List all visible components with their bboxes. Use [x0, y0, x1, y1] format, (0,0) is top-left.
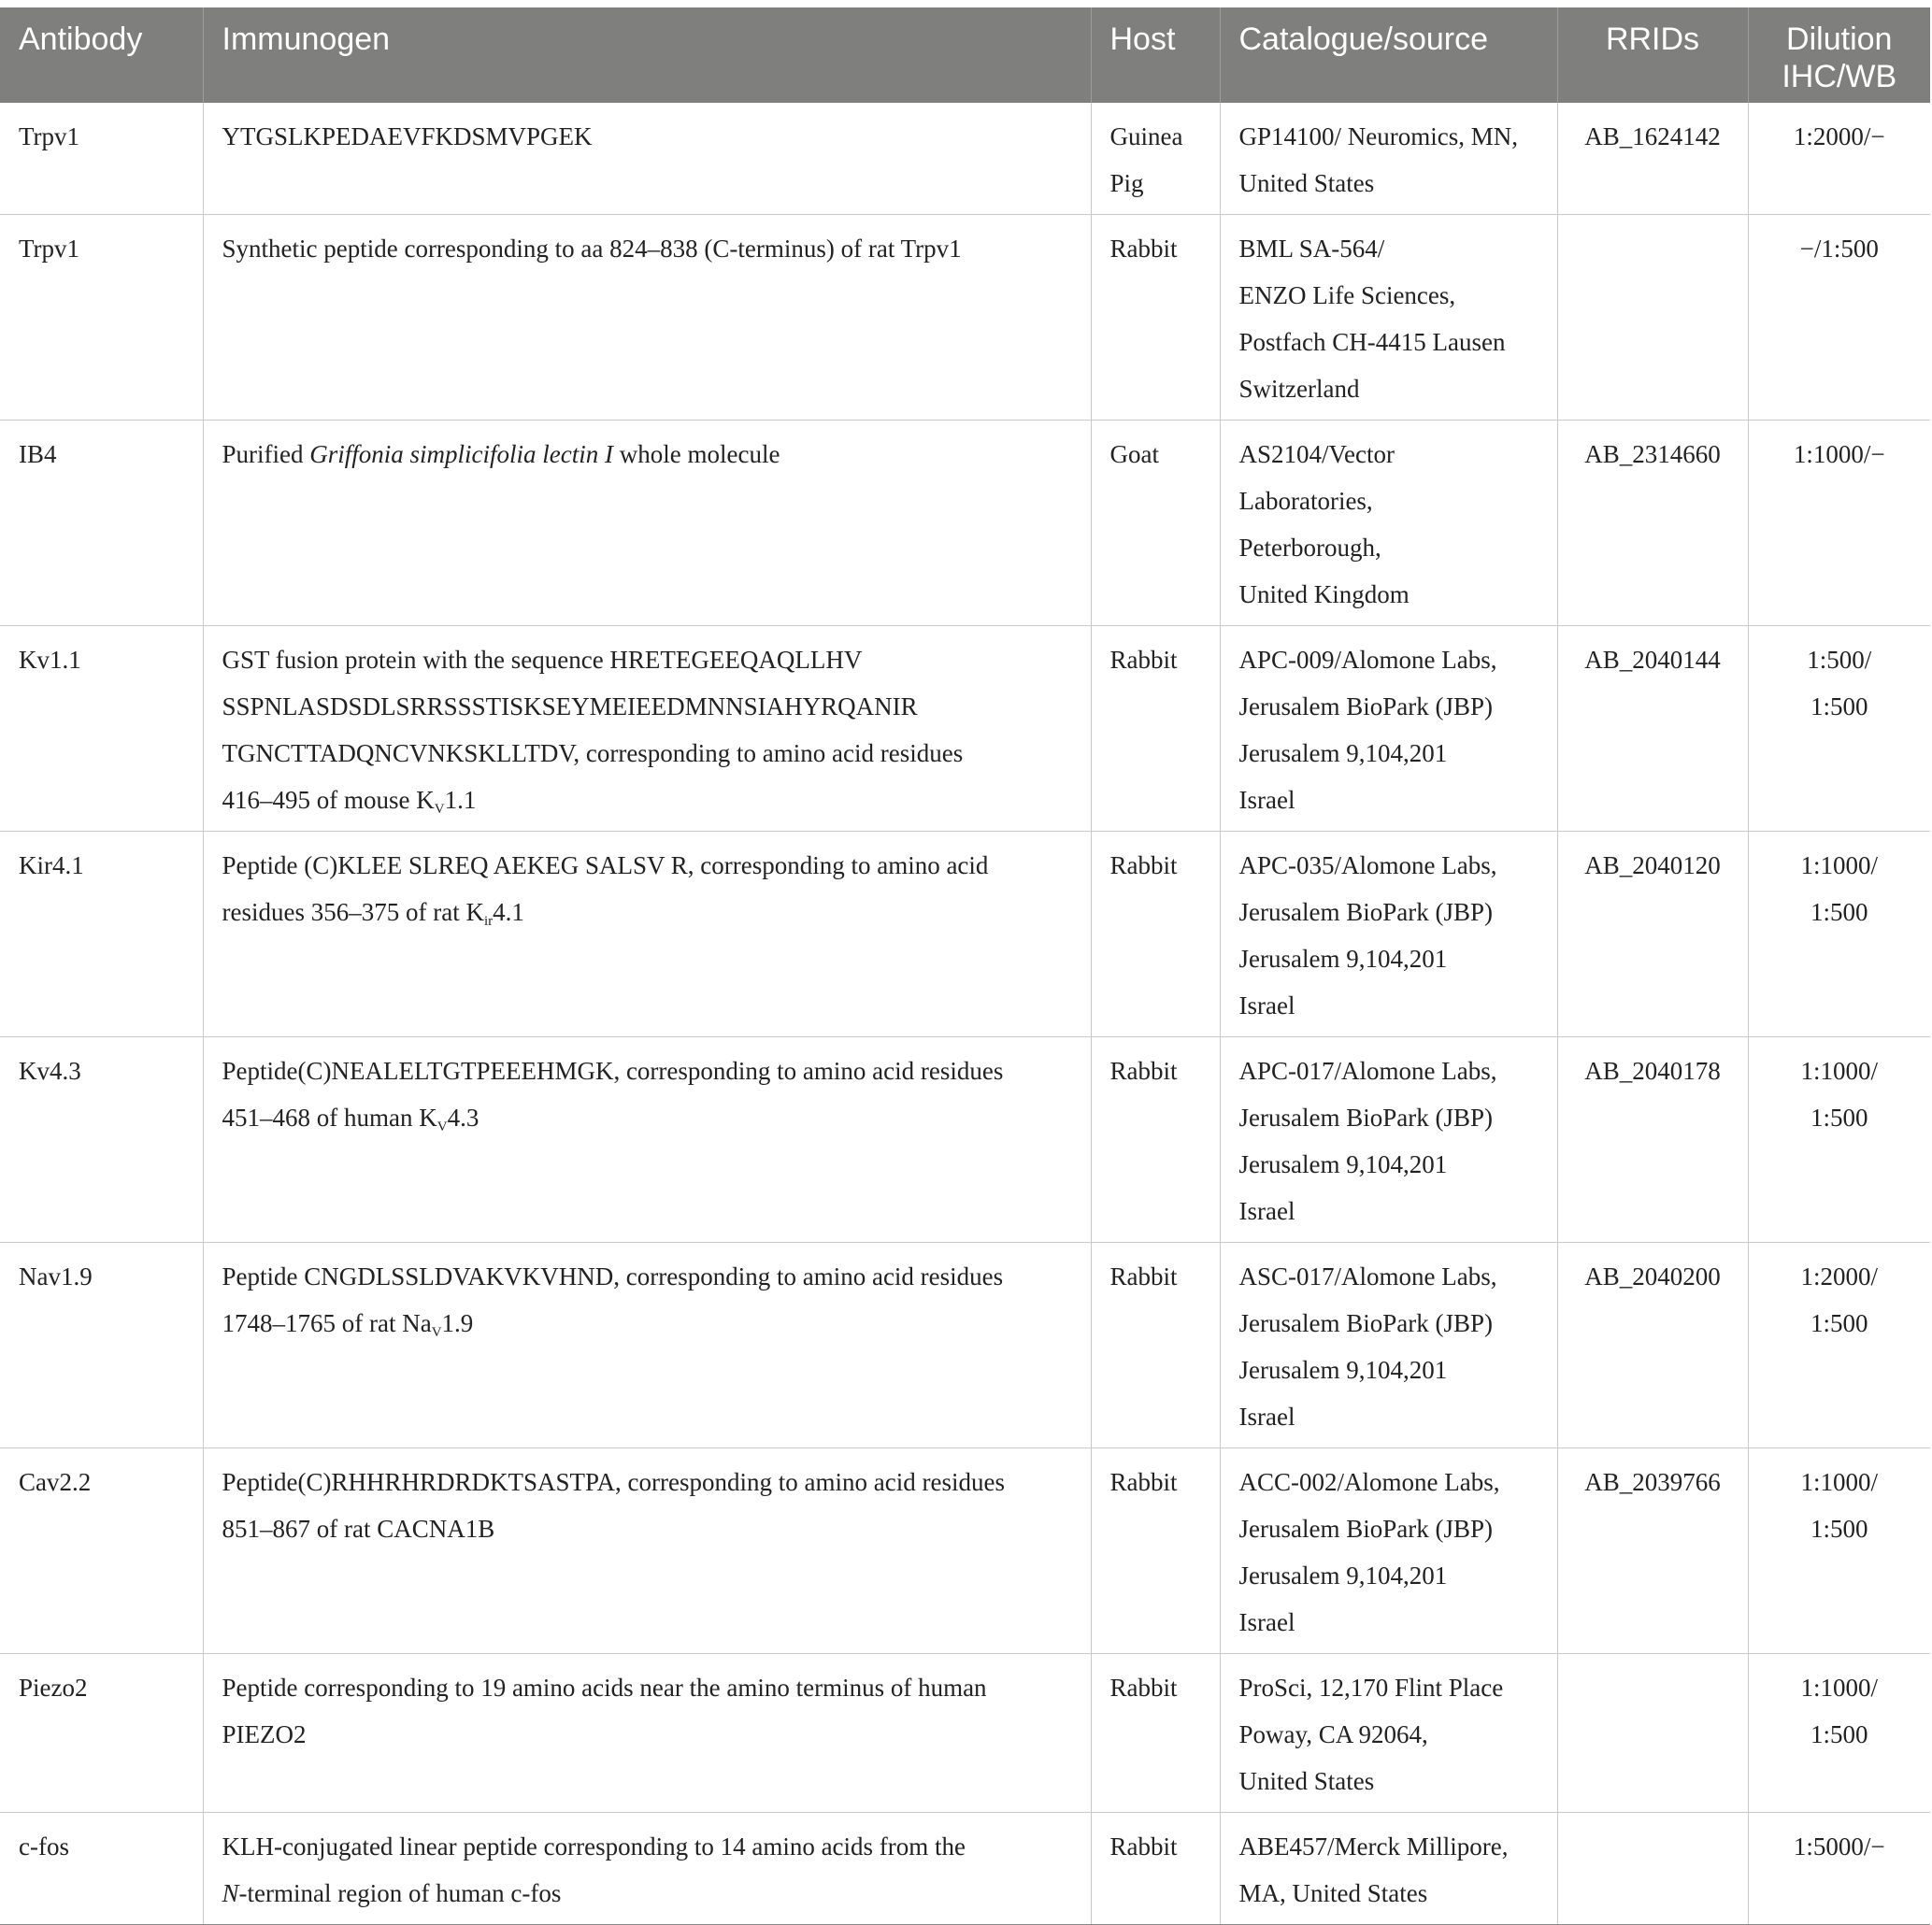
host-line: Rabbit: [1109, 646, 1178, 674]
cell-rrid: [1557, 215, 1748, 421]
cell-catalogue: [1220, 832, 1557, 1037]
catalogue-line: Israel: [1238, 1197, 1295, 1225]
cell-dilution: [1748, 1654, 1930, 1813]
immunogen-subscript: ir: [483, 914, 494, 929]
immunogen-subscript: V: [434, 802, 445, 817]
catalogue-line: Peterborough,: [1238, 534, 1381, 562]
immunogen-subscript: V: [436, 1119, 448, 1134]
table-row: [0, 626, 1930, 832]
cell-immunogen: [203, 1037, 1091, 1243]
dilution-line: 1:500: [1810, 1720, 1868, 1748]
cell-antibody: Kv4.3: [0, 1037, 203, 1243]
cell-catalogue: [1220, 626, 1557, 832]
immunogen-line: N-terminal region of human c-fos: [222, 1879, 562, 1907]
cell-rrid: AB_2040178: [1557, 1037, 1748, 1243]
cell-catalogue: [1220, 215, 1557, 421]
header-dilution: [1748, 7, 1930, 103]
catalogue-line: Israel: [1238, 1403, 1295, 1431]
immunogen-line: residues 356–375 of rat $K_{ir}4.1$: [222, 898, 524, 929]
catalogue-line: MA, United States: [1238, 1879, 1428, 1907]
catalogue-line: GP14100/ Neuromics, MN,: [1238, 122, 1518, 150]
immunogen-italic: N: [222, 1879, 239, 1907]
cell-catalogue: [1220, 1813, 1557, 1925]
host-line: Rabbit: [1109, 1468, 1178, 1496]
host-line: Rabbit: [1109, 1674, 1178, 1702]
immunogen-line: Peptide CNGDLSSLDVAKVKVHND, corresponding to amino acid residues: [222, 1262, 1004, 1290]
host-line: Goat: [1109, 440, 1159, 468]
cell-host: [1091, 421, 1220, 626]
immunogen-line: PIEZO2: [222, 1720, 307, 1748]
immunogen-line: Peptide(C)NEALELTGTPEEEHMGK, corresponding to amino acid residues: [222, 1057, 1004, 1085]
catalogue-line: Jerusalem BioPark (JBP): [1238, 1309, 1493, 1337]
immunogen-line: Purified Griffonia simplicifolia lectin I whole molecule: [222, 440, 780, 468]
catalogue-line: United States: [1238, 169, 1375, 197]
cell-immunogen: [203, 832, 1091, 1037]
table-row: [0, 1654, 1930, 1813]
cell-host: [1091, 1813, 1220, 1925]
header-immunogen: Immunogen: [203, 7, 1091, 103]
header-host: Host: [1091, 7, 1220, 103]
catalogue-line: Israel: [1238, 991, 1295, 1020]
dilution-line: 1:500: [1810, 1104, 1868, 1132]
table-row: [0, 215, 1930, 421]
dilution-line: 1:2000/−: [1793, 122, 1885, 150]
immunogen-line: KLH-conjugated linear peptide corresponding to 14 amino acids from the: [222, 1832, 966, 1861]
dilution-line: 1:500/: [1807, 646, 1872, 674]
dilution-line: 1:1000/: [1800, 1468, 1878, 1496]
table-row: [0, 1813, 1930, 1925]
cell-dilution: [1748, 1813, 1930, 1925]
cell-dilution: [1748, 421, 1930, 626]
cell-immunogen: [203, 1448, 1091, 1654]
catalogue-line: United Kingdom: [1238, 580, 1410, 608]
dilution-line: 1:500: [1810, 1309, 1868, 1337]
cell-antibody: Trpv1: [0, 215, 203, 421]
immunogen-line: Peptide corresponding to 19 amino acids near the amino terminus of human: [222, 1674, 987, 1702]
table-body: [0, 103, 1930, 1925]
cell-rrid: AB_2039766: [1557, 1448, 1748, 1654]
catalogue-line: APC-009/Alomone Labs,: [1238, 646, 1497, 674]
immunogen-line: 1748–1765 of rat $Na_V1.9$: [222, 1309, 474, 1340]
cell-dilution: [1748, 1448, 1930, 1654]
cell-host: [1091, 215, 1220, 421]
catalogue-line: Postfach CH-4415 Lausen: [1238, 328, 1506, 356]
dilution-line: 1:5000/−: [1793, 1832, 1885, 1861]
cell-rrid: AB_2040144: [1557, 626, 1748, 832]
host-line: Rabbit: [1109, 1832, 1178, 1861]
immunogen-line: 416–495 of mouse $K_V1.1$: [222, 786, 477, 817]
catalogue-line: United States: [1238, 1767, 1375, 1795]
cell-immunogen: [203, 1243, 1091, 1448]
catalogue-line: Jerusalem BioPark (JBP): [1238, 1104, 1493, 1132]
table-row: [0, 1243, 1930, 1448]
dilution-line: 1:1000/: [1800, 1057, 1878, 1085]
cell-host: [1091, 1448, 1220, 1654]
cell-rrid: AB_1624142: [1557, 103, 1748, 215]
table-row: [0, 832, 1930, 1037]
catalogue-line: Laboratories,: [1238, 487, 1373, 515]
host-line: Rabbit: [1109, 1262, 1178, 1290]
cell-antibody: IB4: [0, 421, 203, 626]
header-rrids: RRIDs: [1557, 7, 1748, 103]
cell-antibody: Piezo2: [0, 1654, 203, 1813]
catalogue-line: BML SA-564/: [1238, 235, 1385, 263]
catalogue-line: Jerusalem BioPark (JBP): [1238, 1515, 1493, 1543]
cell-antibody: Trpv1: [0, 103, 203, 215]
cell-catalogue: [1220, 1448, 1557, 1654]
host-line: Rabbit: [1109, 1057, 1178, 1085]
dilution-line: 1:500: [1810, 692, 1868, 720]
catalogue-line: Jerusalem 9,104,201: [1238, 1561, 1448, 1590]
cell-host: [1091, 103, 1220, 215]
catalogue-line: Israel: [1238, 786, 1295, 814]
catalogue-line: Israel: [1238, 1608, 1295, 1636]
host-line: Pig: [1109, 169, 1144, 197]
cell-catalogue: [1220, 1654, 1557, 1813]
immunogen-line: YTGSLKPEDAEVFKDSMVPGEK: [222, 122, 593, 150]
cell-host: [1091, 1654, 1220, 1813]
dilution-line: 1:500: [1810, 1515, 1868, 1543]
catalogue-line: Jerusalem BioPark (JBP): [1238, 898, 1493, 926]
antibody-table-container: [0, 7, 1932, 1925]
cell-rrid: AB_2314660: [1557, 421, 1748, 626]
catalogue-line: ABE457/Merck Millipore,: [1238, 1832, 1509, 1861]
table-row: [0, 421, 1930, 626]
cell-catalogue: [1220, 421, 1557, 626]
cell-dilution: [1748, 832, 1930, 1037]
cell-host: [1091, 1037, 1220, 1243]
host-line: Guinea: [1109, 122, 1183, 150]
immunogen-line: TGNCTTADQNCVNKSKLLTDV, corresponding to amino acid residues: [222, 739, 964, 767]
catalogue-line: Jerusalem 9,104,201: [1238, 945, 1448, 973]
cell-immunogen: [203, 103, 1091, 215]
cell-antibody: Kv1.1: [0, 626, 203, 832]
cell-rrid: [1557, 1813, 1748, 1925]
cell-dilution: [1748, 103, 1930, 215]
immunogen-italic: Griffonia simplicifolia lectin I: [309, 440, 613, 468]
cell-catalogue: [1220, 1037, 1557, 1243]
cell-rrid: [1557, 1654, 1748, 1813]
immunogen-line: SSPNLASDSDLSRRSSSTISKSEYMEIEEDMNNSIAHYRQANIR: [222, 692, 918, 720]
catalogue-line: Jerusalem 9,104,201: [1238, 1150, 1448, 1178]
cell-immunogen: [203, 1654, 1091, 1813]
catalogue-line: ASC-017/Alomone Labs,: [1238, 1262, 1497, 1290]
catalogue-line: APC-035/Alomone Labs,: [1238, 851, 1497, 879]
cell-antibody: Kir4.1: [0, 832, 203, 1037]
dilution-line: 1:1000/: [1800, 851, 1878, 879]
header-dilution-line1: Dilution: [1786, 21, 1893, 57]
cell-antibody: Nav1.9: [0, 1243, 203, 1448]
table-header: [0, 7, 1930, 103]
cell-immunogen: [203, 626, 1091, 832]
dilution-line: 1:500: [1810, 898, 1868, 926]
header-row: [0, 7, 1930, 103]
host-line: Rabbit: [1109, 235, 1178, 263]
dilution-line: −/1:500: [1799, 235, 1879, 263]
dilution-line: 1:2000/: [1800, 1262, 1878, 1290]
cell-rrid: AB_2040200: [1557, 1243, 1748, 1448]
cell-dilution: [1748, 626, 1930, 832]
cell-host: [1091, 832, 1220, 1037]
immunogen-line: Synthetic peptide corresponding to aa 824–838 (C-terminus) of rat Trpv1: [222, 235, 962, 263]
immunogen-line: 851–867 of rat CACNA1B: [222, 1515, 495, 1543]
table-row: [0, 1037, 1930, 1243]
cell-host: [1091, 1243, 1220, 1448]
cell-catalogue: [1220, 103, 1557, 215]
table-row: [0, 103, 1930, 215]
catalogue-line: Switzerland: [1238, 375, 1360, 403]
header-dilution-line2: IHC/WB: [1782, 59, 1897, 94]
dilution-line: 1:1000/: [1800, 1674, 1878, 1702]
cell-dilution: [1748, 1037, 1930, 1243]
cell-host: [1091, 626, 1220, 832]
catalogue-line: Jerusalem 9,104,201: [1238, 1356, 1448, 1384]
table-row: [0, 1448, 1930, 1654]
immunogen-line: 451–468 of human $K_V4.3$: [222, 1104, 479, 1134]
cell-rrid: AB_2040120: [1557, 832, 1748, 1037]
catalogue-line: Poway, CA 92064,: [1238, 1720, 1428, 1748]
header-catalogue: Catalogue/source: [1220, 7, 1557, 103]
catalogue-line: Jerusalem BioPark (JBP): [1238, 692, 1493, 720]
cell-dilution: [1748, 215, 1930, 421]
cell-immunogen: [203, 1813, 1091, 1925]
cell-dilution: [1748, 1243, 1930, 1448]
catalogue-line: Jerusalem 9,104,201: [1238, 739, 1448, 767]
immunogen-line: Peptide (C)KLEE SLREQ AEKEG SALSV R, corresponding to amino acid: [222, 851, 989, 879]
header-antibody: Antibody: [0, 7, 203, 103]
cell-antibody: c-fos: [0, 1813, 203, 1925]
immunogen-subscript: V: [431, 1325, 442, 1340]
cell-immunogen: [203, 215, 1091, 421]
dilution-line: 1:1000/−: [1793, 440, 1885, 468]
catalogue-line: ENZO Life Sciences,: [1238, 281, 1456, 309]
catalogue-line: ProSci, 12,170 Flint Place: [1238, 1674, 1504, 1702]
cell-immunogen: [203, 421, 1091, 626]
antibody-table: [0, 7, 1930, 1925]
catalogue-line: AS2104/Vector: [1238, 440, 1395, 468]
cell-catalogue: [1220, 1243, 1557, 1448]
catalogue-line: ACC-002/Alomone Labs,: [1238, 1468, 1500, 1496]
cell-antibody: Cav2.2: [0, 1448, 203, 1654]
host-line: Rabbit: [1109, 851, 1178, 879]
immunogen-line: Peptide(C)RHHRHRDRDKTSASTPA, corresponding to amino acid residues: [222, 1468, 1005, 1496]
catalogue-line: APC-017/Alomone Labs,: [1238, 1057, 1497, 1085]
immunogen-line: GST fusion protein with the sequence HRETEGEEQAQLLHV: [222, 646, 863, 674]
